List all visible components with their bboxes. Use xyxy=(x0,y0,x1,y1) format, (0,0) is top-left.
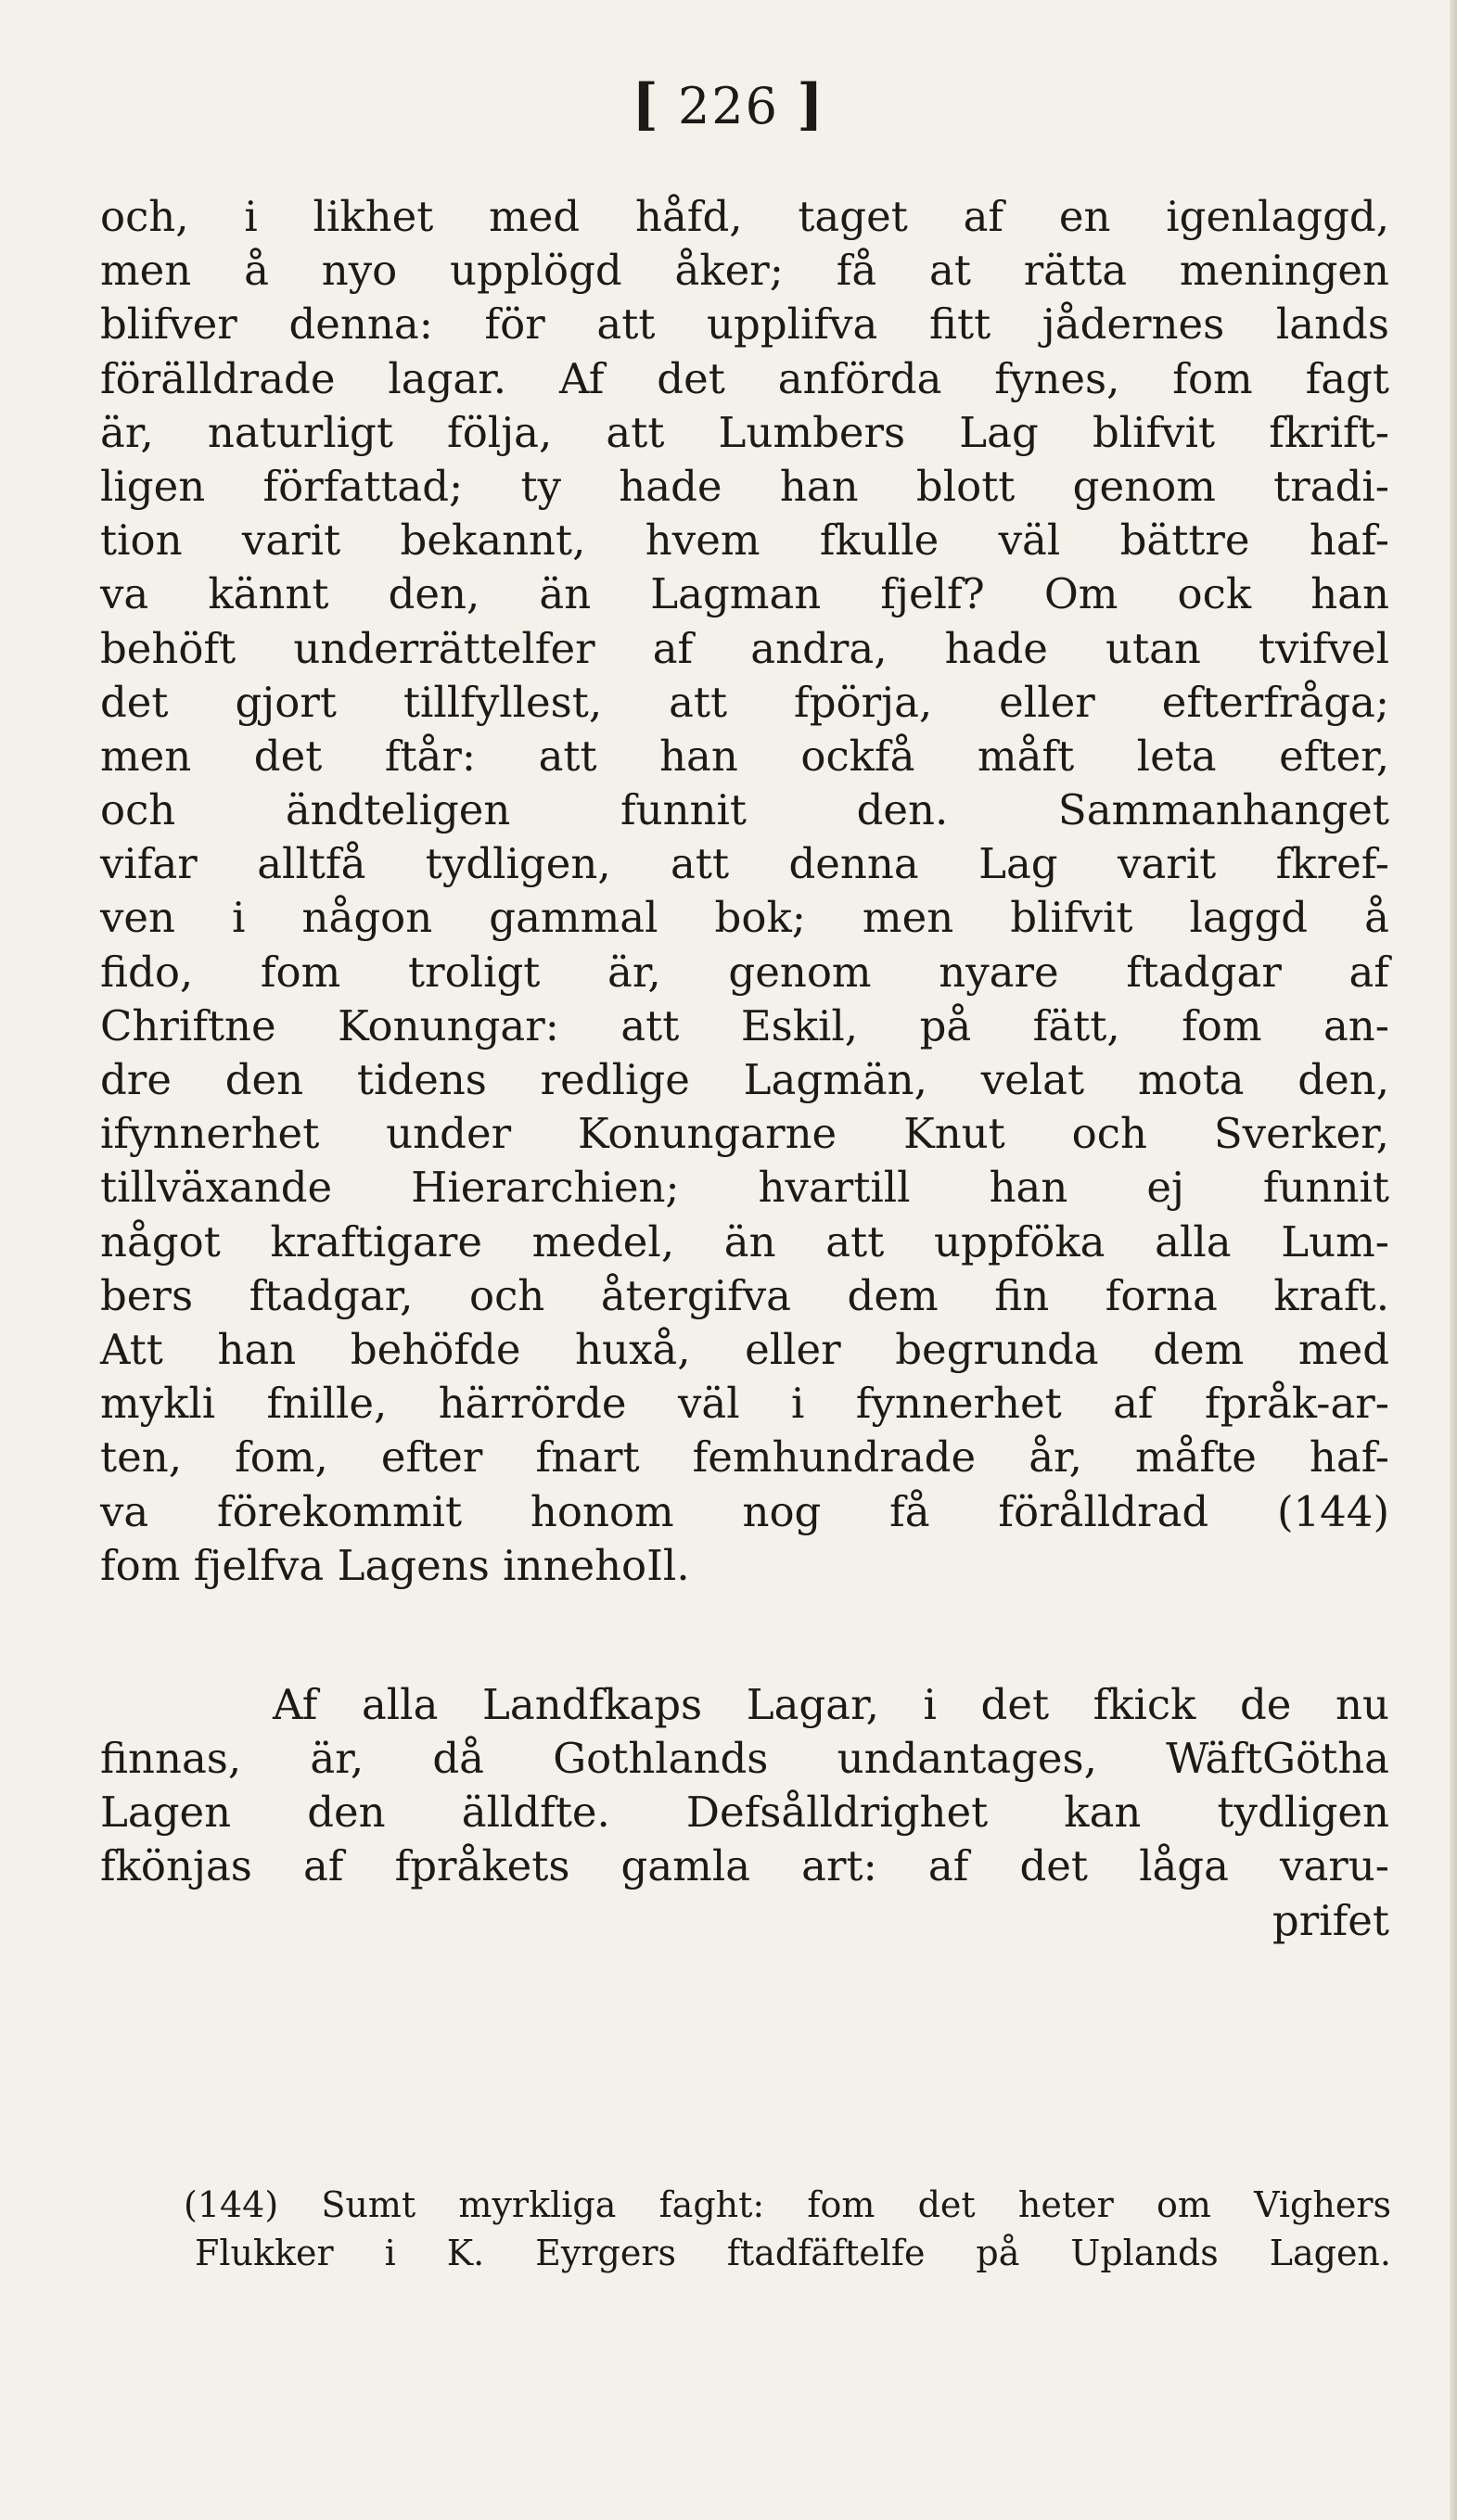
text-line: fkönjas af fpråkets gamla art: af det låga varu- xyxy=(100,1841,1389,1891)
body-text xyxy=(100,190,1389,1948)
footnote-line: (144) Sumt myrkliga faght: fom det heter om Vighers xyxy=(184,2184,1391,2225)
text-line: ven i någon gammal bok; men blifvit laggd å xyxy=(100,893,1389,943)
text-line: det gjort tillfyllest, att fpörja, eller efterfråga; xyxy=(100,677,1389,727)
text-line: ifynnerhet under Konungarne Knut och Sverker, xyxy=(100,1109,1389,1159)
text-line: behöft underrättelfer af andra, hade utan tvifvel xyxy=(100,623,1389,673)
text-line: dre den tidens redlige Lagmän, velat mota den, xyxy=(100,1055,1389,1104)
catchword: prifet xyxy=(1272,1895,1389,1945)
footnote xyxy=(184,2181,1391,2277)
text-line: tion varit bekannt, hvem fkulle väl bättre haf- xyxy=(100,515,1389,566)
text-line: va kännt den, än Lagman fjelf? Om ock han xyxy=(100,569,1389,619)
text-line: fom fjelfva Lagens innehoIl. xyxy=(100,1540,690,1590)
text-line: ten, fom, efter fnart femhundrade år, måfte haf- xyxy=(100,1432,1389,1483)
bracket-open: [ xyxy=(632,72,660,137)
text-line: förälldrade lagar. Af det anförda fynes, fom fagt xyxy=(100,353,1389,403)
footnote-line: Flukker i K. Eyrgers ftadfäftelfe på Uplands Lagen. xyxy=(195,2233,1391,2273)
text-line: ligen författad; ty hade han blott genom tradi- xyxy=(100,461,1389,511)
text-line: vifar alltfå tydligen, att denna Lag varit fkref- xyxy=(100,839,1389,889)
text-line: mykli fnille, härrörde väl i fynnerhet af fpråk-ar- xyxy=(100,1379,1389,1429)
text-line: Att han behöfde huxå, eller begrunda dem med xyxy=(100,1324,1389,1374)
page-edge xyxy=(1450,0,1457,2520)
text-line: tillväxande Hierarchien; hvartill han ej funnit xyxy=(100,1163,1389,1213)
text-line: men det ftår: att han ockfå måft leta efter, xyxy=(100,731,1389,781)
text-line: bers ftadgar, och återgifva dem fin forna kraft. xyxy=(100,1270,1389,1320)
text-line: va förekommit honom nog få förålldrad (144) xyxy=(100,1486,1389,1536)
text-line: men å nyo upplögd åker; få at rätta meningen xyxy=(100,246,1389,296)
text-line: och ändteligen funnit den. Sammanhanget xyxy=(100,785,1389,835)
text-line: Chriftne Konungar: att Eskil, på fätt, fom an- xyxy=(100,1000,1389,1050)
text-line: och, i likhet med håfd, taget af en igenlaggd, xyxy=(100,192,1389,241)
text-line: blifver denna: för att upplifva fitt jådernes lands xyxy=(100,299,1389,350)
text-line: Af alla Landfkaps Lagar, i det fkick de nu xyxy=(273,1679,1389,1729)
text-line: är, naturligt följa, att Lumbers Lag blifvit fkrift- xyxy=(100,407,1389,457)
text-line: Lagen den älldfte. Defsålldrighet kan tydligen xyxy=(100,1788,1389,1838)
page-number: 226 xyxy=(677,77,780,135)
page-header xyxy=(0,72,1457,137)
paragraph-gap xyxy=(100,1593,1389,1678)
text-line: fido, fom troligt är, genom nyare ftadgar af xyxy=(100,947,1389,997)
text-line: något kraftigare medel, än att uppföka alla Lum- xyxy=(100,1216,1389,1266)
text-line: finnas, är, då Gothlands undantages, WäftGötha xyxy=(100,1734,1389,1784)
bracket-close: ] xyxy=(797,72,825,137)
